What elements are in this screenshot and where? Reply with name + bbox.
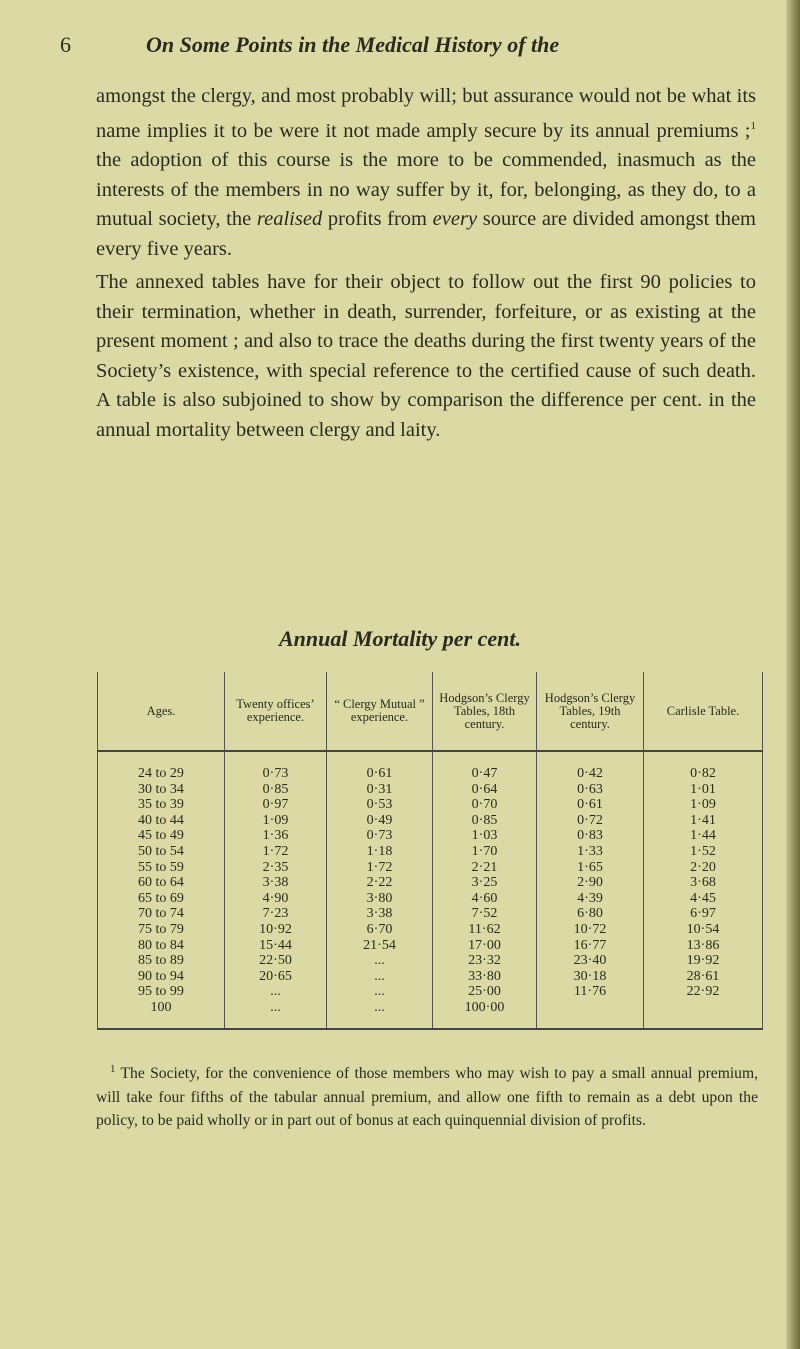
- table-cell: 55 to 59: [98, 860, 225, 876]
- table-cell: 85 to 89: [98, 953, 225, 969]
- table-row: [98, 860, 763, 876]
- page-number: 6: [60, 32, 71, 57]
- table-cell: 0·73: [225, 751, 327, 782]
- column-header: Carlisle Table.: [644, 672, 763, 751]
- emphasis: every: [432, 208, 478, 231]
- table-row: [98, 906, 763, 922]
- column-header: Hodgson’s Clergy Tables, 19th century.: [537, 672, 644, 751]
- table-cell: 10·72: [537, 922, 644, 938]
- table-cell: 90 to 94: [98, 969, 225, 985]
- table-title: Annual Mortality per cent.: [278, 626, 522, 651]
- table-cell: 0·47: [433, 751, 537, 782]
- table-row: [98, 922, 763, 938]
- table-cell: 23·32: [433, 953, 537, 969]
- table-cell: 1·09: [644, 797, 763, 813]
- table-row: [98, 953, 763, 969]
- paragraph-2: The annexed tables have for their object to follow out the first 90 policies to their termination, whether in death, surrender, forfeiture, or as existing at the present moment ; and also to trace the deaths during the first twenty years of the Society’s existence, with special reference to the certified cause of such death. A table is also subjoined to show by comparison the difference per cent. in the annual mortality between clergy and laity.: [96, 271, 756, 441]
- table-cell: 7·23: [225, 906, 327, 922]
- table-cell: 2·35: [225, 860, 327, 876]
- table-cell: 4·39: [537, 891, 644, 907]
- mortality-table: [97, 672, 763, 1030]
- table-cell: 1·36: [225, 828, 327, 844]
- table-row: [98, 875, 763, 891]
- table-cell: 2·22: [327, 875, 433, 891]
- column-header: “ Clergy Mutual ” experience.: [327, 672, 433, 751]
- table-cell: 2·20: [644, 860, 763, 876]
- table-cell: 24 to 29: [98, 751, 225, 782]
- table-cell: 0·49: [327, 813, 433, 829]
- footnote: [96, 1058, 758, 1133]
- table-cell: 1·03: [433, 828, 537, 844]
- table-cell: 28·61: [644, 969, 763, 985]
- text: profits from: [322, 208, 433, 231]
- table-cell: 35 to 39: [98, 797, 225, 813]
- table-cell: 0·83: [537, 828, 644, 844]
- text: source are divided amongst them every five years.: [96, 208, 756, 260]
- table-cell: 17·00: [433, 938, 537, 954]
- table-cell: 6·70: [327, 922, 433, 938]
- table-cell: ...: [327, 1000, 433, 1029]
- table-cell: 25·00: [433, 984, 537, 1000]
- table-cell: 0·82: [644, 751, 763, 782]
- table-cell: 11·76: [537, 984, 644, 1000]
- table-cell: 1·52: [644, 844, 763, 860]
- paragraph-1: [96, 82, 756, 264]
- table-cell: 0·97: [225, 797, 327, 813]
- table-cell: 3·38: [225, 875, 327, 891]
- footnote-marker: 1: [110, 1063, 116, 1075]
- footnote-ref: 1: [750, 119, 756, 132]
- table-cell: 22·92: [644, 984, 763, 1000]
- table-cell: 100·00: [433, 1000, 537, 1029]
- table-cell: 50 to 54: [98, 844, 225, 860]
- table-cell: 0·85: [225, 782, 327, 798]
- table-cell: 0·42: [537, 751, 644, 782]
- table-cell: 1·65: [537, 860, 644, 876]
- table-cell: 2·90: [537, 875, 644, 891]
- table-cell: 0·64: [433, 782, 537, 798]
- column-header: Twenty offices’ experience.: [225, 672, 327, 751]
- table-cell: 33·80: [433, 969, 537, 985]
- table-cell: 6·80: [537, 906, 644, 922]
- table-cell: 19·92: [644, 953, 763, 969]
- table-cell: 30·18: [537, 969, 644, 985]
- table-cell: 0·72: [537, 813, 644, 829]
- table-row: [98, 969, 763, 985]
- table-cell: 3·25: [433, 875, 537, 891]
- table-row: [98, 751, 763, 782]
- table-cell: 1·72: [225, 844, 327, 860]
- table-cell: 4·45: [644, 891, 763, 907]
- text: the adoption of this course is the more to be commended, inasmuch as the interests of the members in no way suffer by it, for, belonging, as they do, to a mutual society, the: [96, 149, 756, 231]
- page-edge-shadow: [786, 0, 800, 1349]
- table-cell: 2·21: [433, 860, 537, 876]
- table-cell: 3·80: [327, 891, 433, 907]
- table-cell: 45 to 49: [98, 828, 225, 844]
- table-cell: 70 to 74: [98, 906, 225, 922]
- table-cell: 6·97: [644, 906, 763, 922]
- table-cell: ...: [327, 984, 433, 1000]
- table-cell: 11·62: [433, 922, 537, 938]
- table-cell: 1·33: [537, 844, 644, 860]
- table-cell: 1·72: [327, 860, 433, 876]
- column-header: Hodgson’s Clergy Tables, 18th century.: [433, 672, 537, 751]
- table-cell: 80 to 84: [98, 938, 225, 954]
- table-cell: 3·38: [327, 906, 433, 922]
- table-cell: 0·73: [327, 828, 433, 844]
- table-row: [98, 813, 763, 829]
- emphasis: realised: [256, 208, 323, 231]
- table-row: [98, 782, 763, 798]
- table-cell: 65 to 69: [98, 891, 225, 907]
- table-cell: 0·61: [327, 751, 433, 782]
- table-cell: ...: [327, 953, 433, 969]
- table-cell: 4·90: [225, 891, 327, 907]
- table-cell: 1·18: [327, 844, 433, 860]
- table-cell: 0·70: [433, 797, 537, 813]
- column-header: Ages.: [98, 672, 225, 751]
- table-cell: 10·92: [225, 922, 327, 938]
- table-cell: 20·65: [225, 969, 327, 985]
- table-cell: 7·52: [433, 906, 537, 922]
- footnote-text: The Society, for the convenience of those members who may wish to pay a small annual premium, will take four fifths of the tabular annual premium, and allow one fifth to remain as a debt upon the policy, to be paid wholly or in part out of bonus at each quinquennial division of profits.: [96, 1065, 758, 1130]
- table-cell: 0·61: [537, 797, 644, 813]
- table-cell: 3·68: [644, 875, 763, 891]
- table-cell: 4·60: [433, 891, 537, 907]
- table-cell: 23·40: [537, 953, 644, 969]
- table-cell: 0·53: [327, 797, 433, 813]
- table-row: [98, 984, 763, 1000]
- running-header: [60, 32, 750, 62]
- running-title: On Some Points in the Medical History of the: [146, 32, 560, 57]
- table-cell: 15·44: [225, 938, 327, 954]
- table-cell: 1·01: [644, 782, 763, 798]
- table-cell: 10·54: [644, 922, 763, 938]
- table-cell: 13·86: [644, 938, 763, 954]
- table-cell: 1·44: [644, 828, 763, 844]
- table-row: [98, 797, 763, 813]
- table-cell: 22·50: [225, 953, 327, 969]
- table-cell: 1·70: [433, 844, 537, 860]
- table-cell: 40 to 44: [98, 813, 225, 829]
- table-row: [98, 828, 763, 844]
- table-cell: 0·63: [537, 782, 644, 798]
- text: amongst the clergy, and most probably will; but assurance would not be what its name implies it to be were it not made amply secure by its annual premiums ;: [96, 85, 756, 142]
- table-row: [98, 891, 763, 907]
- table-cell: 100: [98, 1000, 225, 1029]
- table-cell: 60 to 64: [98, 875, 225, 891]
- table-cell: 16·77: [537, 938, 644, 954]
- table-cell: ...: [327, 969, 433, 985]
- table-row: [98, 938, 763, 954]
- table-cell: ...: [225, 1000, 327, 1029]
- table-cell: 1·41: [644, 813, 763, 829]
- table-cell: [644, 1000, 763, 1029]
- table-cell: 95 to 99: [98, 984, 225, 1000]
- table-cell: ...: [225, 984, 327, 1000]
- table-cell: 75 to 79: [98, 922, 225, 938]
- table-cell: 30 to 34: [98, 782, 225, 798]
- table-cell: 1·09: [225, 813, 327, 829]
- table-cell: 0·85: [433, 813, 537, 829]
- table-row: [98, 1000, 763, 1029]
- table-cell: [537, 1000, 644, 1029]
- table-cell: 0·31: [327, 782, 433, 798]
- table-row: [98, 844, 763, 860]
- table-cell: 21·54: [327, 938, 433, 954]
